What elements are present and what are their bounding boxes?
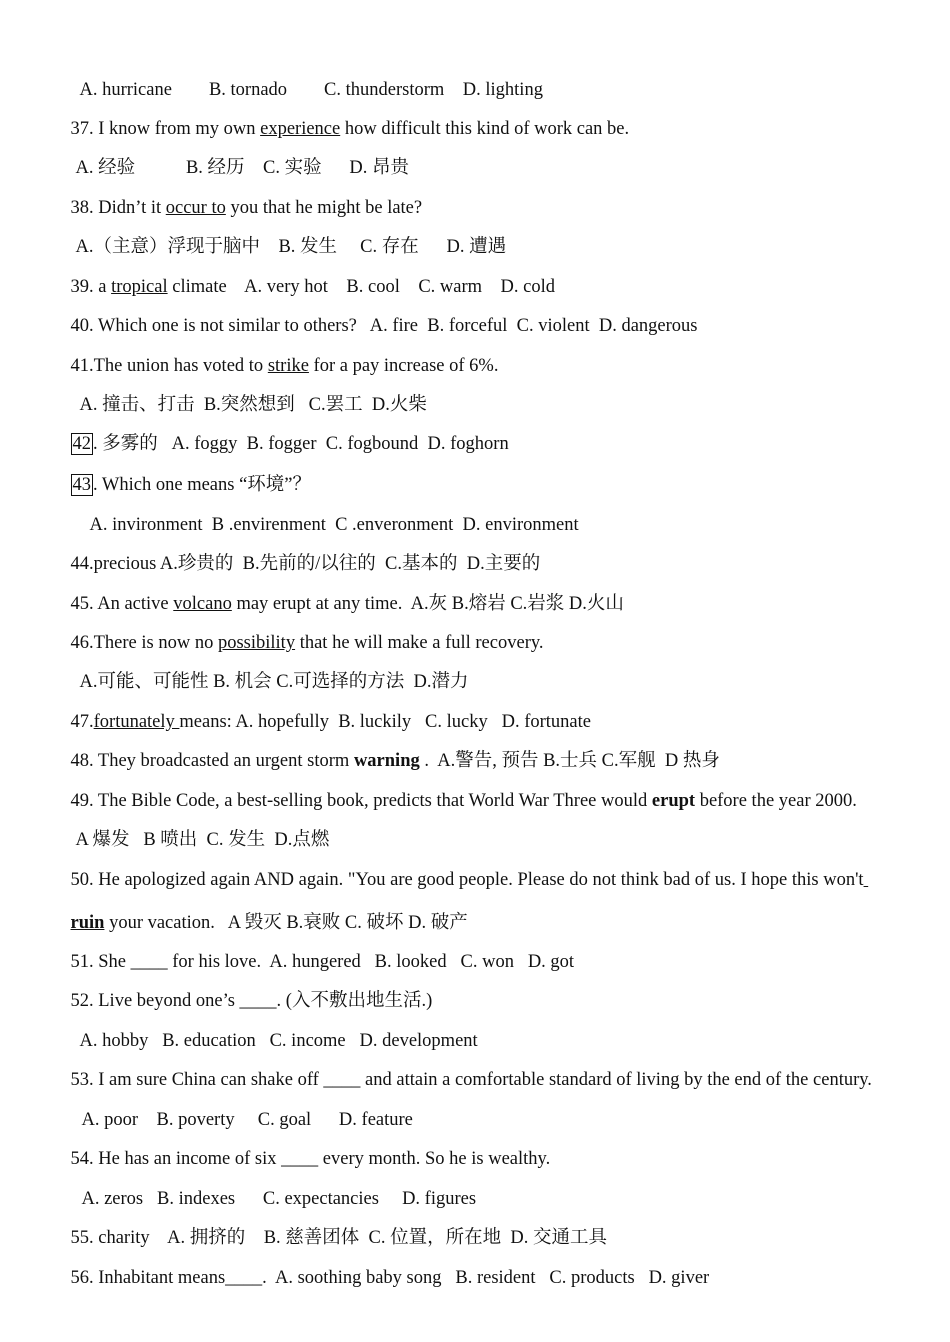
question-42: 42 . 多雾的 A. foggy B. fogger C. fogbound D. foghorn <box>72 434 509 454</box>
options-46: A.可能、可能性 B. 机会 C.可选择的方法 D.潜力 <box>79 672 469 692</box>
question-41: 41.The union has voted to strike for a pay increase of 6%. <box>70 356 499 376</box>
question-number-box: 43 <box>72 475 91 495</box>
question-46: 46.There is now no possibility that he will make a full recovery. <box>70 633 544 653</box>
options-41: A. 撞击、打击 B.突然想到 C.罢工 D.火柴 <box>79 395 427 415</box>
underlined-word: strike <box>267 356 309 376</box>
question-53: 53. I am sure China can shake off ____ and attain a comfortable standard of living by the end of the century. <box>70 1070 872 1090</box>
question-38: 38. Didn’t it occur to you that he might be late? <box>70 198 423 218</box>
question-45: 45. An active volcano may erupt at any time. A.灰 B.熔岩 C.岩浆 D.火山 <box>70 594 624 614</box>
question-37: 37. I know from my own experience how difficult this kind of work can be. <box>70 119 630 139</box>
options-49: A 爆发 B 喷出 C. 发生 D.点燃 <box>75 830 330 850</box>
question-50-continued: ruin your vacation. A 毁灭 B.衰败 C. 破坏 D. 破产 <box>70 913 468 933</box>
underlined-word: fortunately <box>93 712 180 732</box>
underlined-word: tropical <box>111 277 168 297</box>
question-56: 56. Inhabitant means____. A. soothing baby song B. resident C. products D. giver <box>70 1268 710 1288</box>
question-40: 40. Which one is not similar to others? A. fire B. forceful C. violent D. dangerous <box>70 316 698 336</box>
options-38: A.（主意）浮现于脑中 B. 发生 C. 存在 D. 遭遇 <box>75 237 507 257</box>
question-49: 49. The Bible Code, a best-selling book, predicts that World War Three would erupt before the year 2000. <box>70 791 857 811</box>
question-43: 43 . Which one means “环境”？ <box>72 475 311 495</box>
options-54: A. zeros B. indexes C. expectancies D. figures <box>81 1189 477 1209</box>
question-44: 44.precious A.珍贵的 B.先前的/以往的 C.基本的 D.主要的 <box>70 554 541 574</box>
underlined-word: possibility <box>217 633 296 653</box>
options-37: A. 经验 B. 经历 C. 实验 D. 昂贵 <box>75 158 410 178</box>
question-number-box: 42 <box>72 434 91 454</box>
underlined-word: occur to <box>165 198 226 218</box>
question-55: 55. charity A. 拥挤的 B. 慈善团体 C. 位置，所在地 D. 交通工具 <box>70 1228 607 1248</box>
question-51: 51. She ____ for his love. A. hungered B. looked C. won D. got <box>70 952 575 972</box>
underlined-word: volcano <box>173 594 232 614</box>
bold-underlined-word: ruin <box>70 913 105 933</box>
bold-word: warning <box>353 751 420 771</box>
question-52: 52. Live beyond one’s ____. (入不敷出地生活.) <box>70 991 433 1011</box>
question-54: 54. He has an income of six ____ every month. So he is wealthy. <box>70 1149 551 1169</box>
question-39: 39. a tropical climate A. very hot B. cool C. warm D. cold <box>70 277 556 297</box>
question-50: 50. He apologized again AND again. "You are good people. Please do not think bad of us. I hope this won't <box>70 870 864 890</box>
options-36: A. hurricane B. tornado C. thunderstorm D. lighting <box>79 80 543 100</box>
underlined-word: experience <box>260 119 341 139</box>
bold-word: erupt <box>651 791 696 811</box>
question-47: 47.fortunately means: A. hopefully B. luckily C. lucky D. fortunate <box>70 712 591 732</box>
options-52: A. hobby B. education C. income D. development <box>79 1031 478 1051</box>
question-48: 48. They broadcasted an urgent storm warning . A.警告, 预告 B.士兵 C.军舰 D 热身 <box>70 751 720 771</box>
options-43: A. invironment B .envirenment C .enveronment D. environment <box>89 515 579 535</box>
options-53: A. poor B. poverty C. goal D. feature <box>81 1110 413 1130</box>
